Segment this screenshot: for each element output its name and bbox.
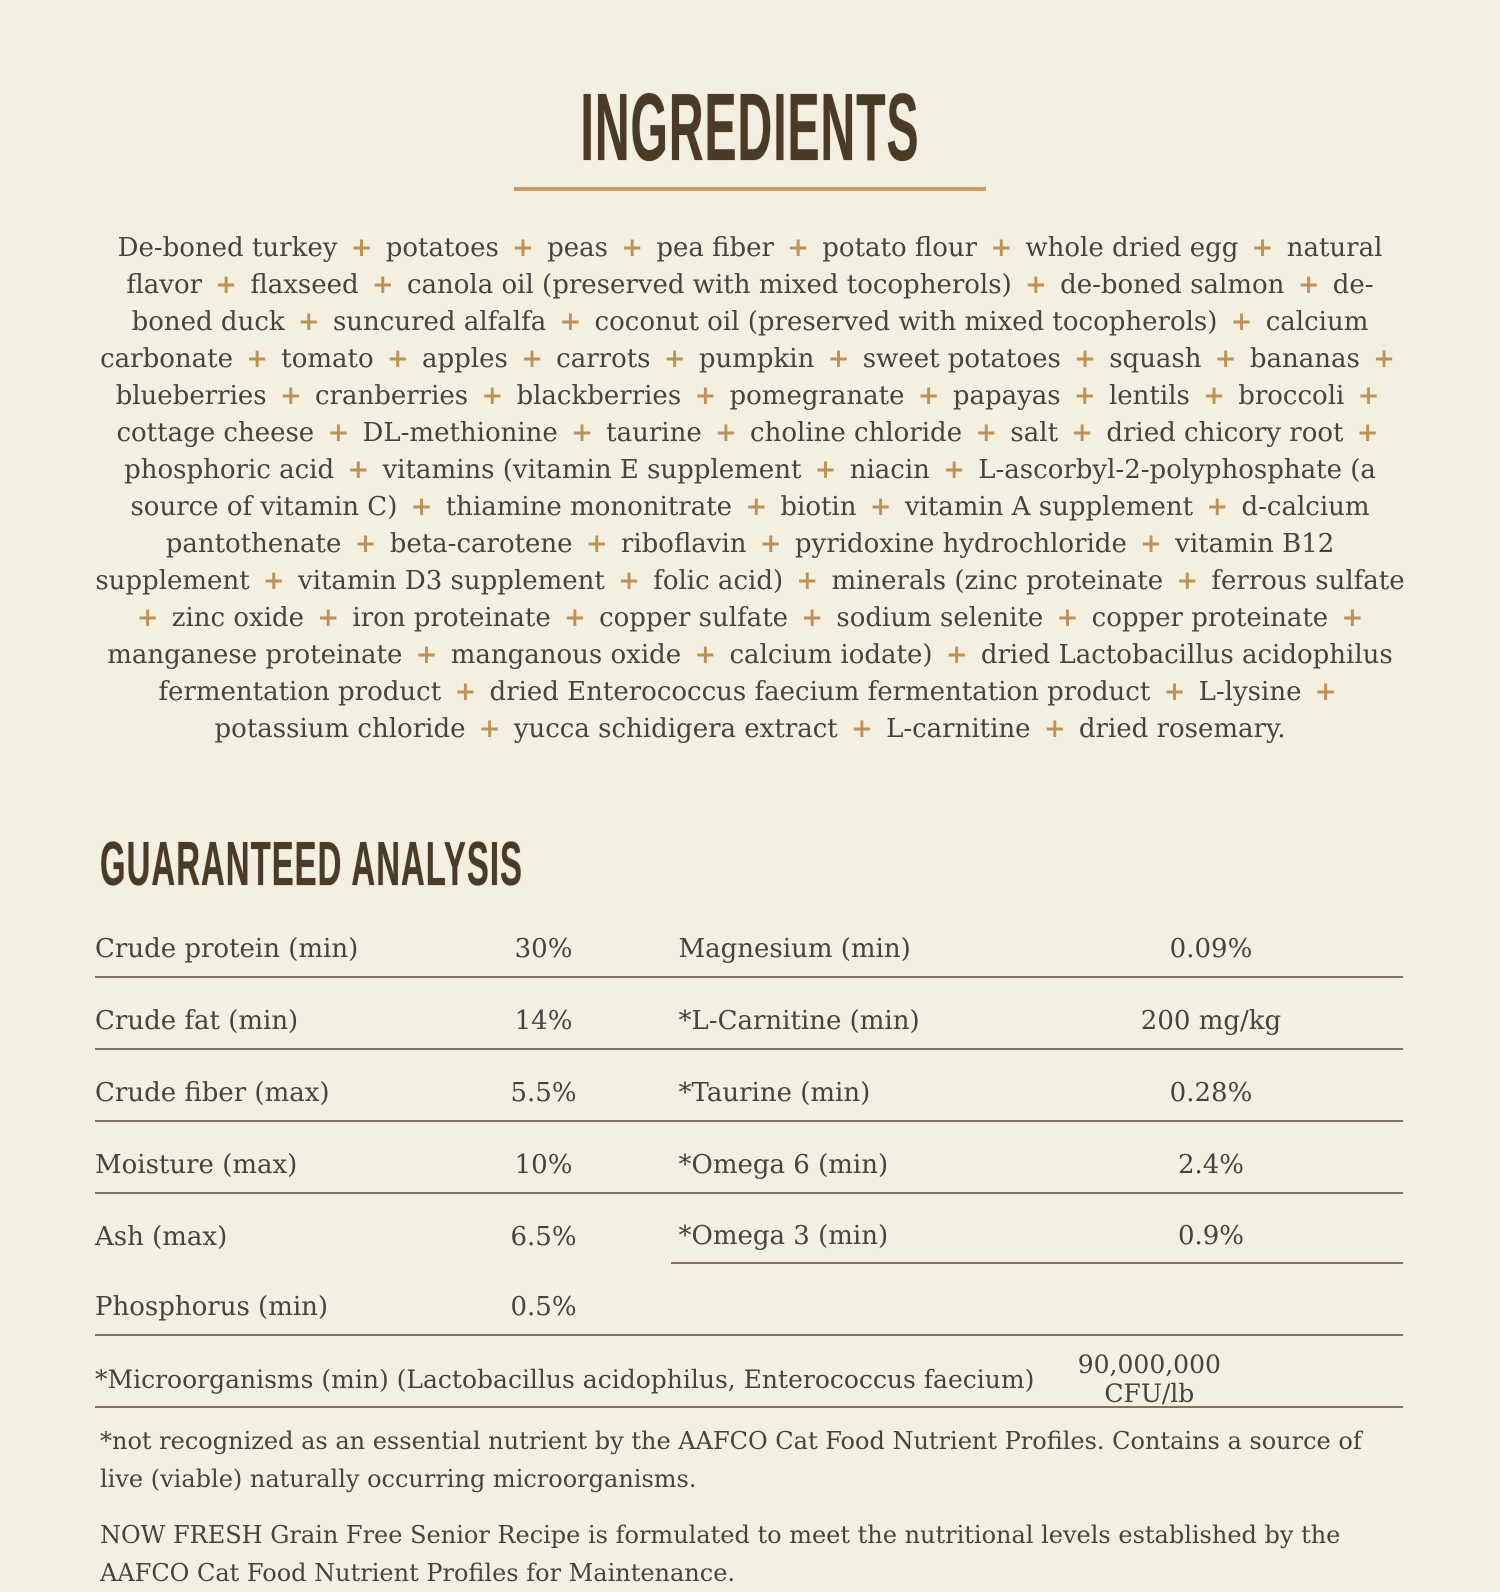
plus-separator: + [1314, 677, 1337, 707]
plus-separator: + [1297, 270, 1320, 300]
plus-separator: + [512, 233, 534, 263]
plus-separator: + [215, 270, 238, 300]
ingredient-item: De-boned turkey [117, 233, 338, 263]
analysis-value: 90,000,000 CFU/lb [1077, 1350, 1221, 1408]
analysis-label: *L-Carnitine (min) [678, 1006, 920, 1036]
guaranteed-analysis-header [100, 829, 1500, 899]
ingredients-paragraph [95, 230, 1405, 748]
ingredient-item: squash [1109, 344, 1202, 374]
plus-separator: + [1206, 492, 1229, 522]
plus-separator: + [663, 344, 686, 374]
analysis-label: *Omega 6 (min) [678, 1150, 889, 1180]
ingredient-item: cranberries [314, 381, 469, 411]
ingredient-item: zinc oxide [171, 603, 305, 633]
analysis-value: 0.28% [1169, 1078, 1253, 1108]
ingredient-item: dried Enterococcus faecium fermentation product [489, 677, 1151, 707]
analysis-cell [95, 1194, 671, 1264]
footnote-aafco-asterisk: *not recognized as an essential nutrient by the AAFCO Cat Food Nutrient Profiles. Contains a source of live (viable) naturally occurring microorganisms. [100, 1427, 1362, 1493]
ingredient-item: niacin [849, 455, 930, 485]
ingredient-item: folic acid) [653, 566, 784, 596]
analysis-cell [671, 1122, 1403, 1192]
plus-separator: + [990, 233, 1013, 263]
ingredient-item: broccoli [1238, 381, 1345, 411]
plus-separator: + [246, 344, 269, 374]
ingredient-item: cottage cheese [116, 418, 315, 448]
ingredient-item: copper sulfate [599, 603, 789, 633]
ingredient-item: potato flour [822, 233, 978, 263]
plus-separator: + [1073, 381, 1096, 411]
analysis-value: 30% [514, 934, 573, 964]
analysis-cell [95, 1264, 671, 1334]
plus-separator: + [279, 381, 302, 411]
ingredient-item: de-boned duck [131, 270, 1374, 337]
ingredient-item: beta-carotene [389, 529, 573, 559]
plus-separator: + [943, 455, 965, 485]
plus-separator: + [1074, 344, 1096, 374]
plus-separator: + [1043, 714, 1066, 744]
plus-separator: + [801, 603, 824, 633]
plus-separator: + [415, 640, 438, 670]
ingredient-item: apples [421, 344, 508, 374]
plus-separator: + [1373, 344, 1395, 374]
ingredient-item: phosphoric acid [124, 455, 335, 485]
ingredient-item: L-lysine [1198, 677, 1302, 707]
plus-separator: + [386, 344, 409, 374]
ingredient-item: iron proteinate [352, 603, 551, 633]
ingredient-item: dried Lactobacillus acidophilus fermentation product [158, 640, 1393, 707]
analysis-row-microorganisms [95, 1336, 1403, 1408]
analysis-row [95, 1264, 1403, 1336]
ingredient-item: blueberries [115, 381, 267, 411]
plus-separator: + [262, 566, 285, 596]
ingredient-item: biotin [780, 492, 857, 522]
plus-separator: + [317, 603, 340, 633]
ingredient-item: taurine [606, 418, 702, 448]
analysis-cell [671, 1194, 1403, 1264]
ingredient-item: blackberries [516, 381, 682, 411]
plus-separator: + [481, 381, 504, 411]
analysis-label: Ash (max) [95, 1222, 228, 1252]
plus-separator: + [571, 418, 593, 448]
plus-separator: + [827, 344, 850, 374]
ingredient-item: riboflavin [620, 529, 747, 559]
ingredient-item: suncured alfalfa [332, 307, 547, 337]
plus-separator: + [136, 603, 159, 633]
ingredient-item: pyridoxine hydrochloride [794, 529, 1127, 559]
ingredient-item: potassium chloride [214, 714, 466, 744]
plus-separator: + [945, 640, 968, 670]
plus-separator: + [297, 307, 320, 337]
analysis-value: 0.09% [1169, 934, 1253, 964]
ingredient-item: L-carnitine [886, 714, 1031, 744]
ingredient-item: whole dried egg [1025, 233, 1239, 263]
guaranteed-analysis-title: GUARANTEED ANALYSIS [100, 829, 524, 899]
analysis-cell [95, 906, 671, 976]
analysis-cell-empty [671, 1264, 1403, 1334]
footnote-aafco-statement: NOW FRESH Grain Free Senior Recipe is formulated to meet the nutritional levels established by the AAFCO Cat Food Nutrient Profiles for Maintenance. [100, 1521, 1341, 1587]
analysis-value: 6.5% [510, 1222, 577, 1252]
ingredient-item: natural flavor [126, 233, 1383, 300]
plus-separator: + [1341, 603, 1364, 633]
plus-separator: + [975, 418, 998, 448]
plus-separator: + [1025, 270, 1047, 300]
ingredient-item: dried chicory root [1106, 418, 1344, 448]
analysis-value: 14% [514, 1006, 573, 1036]
ingredient-item: peas [547, 233, 609, 263]
analysis-label: *Omega 3 (min) [678, 1221, 889, 1251]
plus-separator: + [618, 566, 640, 596]
footnotes-section [100, 1422, 1400, 1592]
ingredient-item: thiamine mononitrate [445, 492, 733, 522]
plus-separator: + [1357, 381, 1380, 411]
ingredient-item: vitamin A supplement [904, 492, 1194, 522]
analysis-cell [671, 906, 1403, 976]
ingredient-item: L-ascorbyl-2-polyphosphate (a source of vitamin C) [130, 455, 1376, 522]
guaranteed-analysis-table [95, 906, 1403, 1408]
ingredient-item: pea fiber [656, 233, 774, 263]
ingredient-item: potatoes [385, 233, 499, 263]
ingredient-item: copper proteinate [1091, 603, 1329, 633]
analysis-cell [671, 978, 1403, 1048]
ingredient-item: tomato [281, 344, 374, 374]
analysis-label: Crude fiber (max) [95, 1078, 330, 1108]
analysis-value: 0.5% [510, 1292, 577, 1322]
ingredient-item: choline chloride [750, 418, 963, 448]
plus-separator: + [478, 714, 501, 744]
ingredient-item: salt [1010, 418, 1059, 448]
plus-separator: + [787, 233, 810, 263]
analysis-value: 200 mg/kg [1140, 1006, 1282, 1036]
plus-separator: + [371, 270, 394, 300]
analysis-row [95, 1122, 1403, 1194]
ingredient-item: calcium carbonate [100, 307, 1369, 374]
plus-separator: + [917, 381, 940, 411]
plus-separator: + [521, 344, 543, 374]
analysis-cell [95, 1050, 671, 1120]
ingredient-item: pomegranate [729, 381, 905, 411]
plus-separator: + [851, 714, 873, 744]
analysis-row [95, 1194, 1403, 1264]
plus-separator: + [621, 233, 644, 263]
plus-separator: + [1356, 418, 1379, 448]
analysis-label: *Microorganisms (min) (Lactobacillus acidophilus, Enterococcus faecium) [95, 1364, 1035, 1394]
analysis-row [95, 1050, 1403, 1122]
plus-separator: + [796, 566, 819, 596]
ingredients-section-header [0, 0, 1500, 191]
ingredient-item: sweet potatoes [862, 344, 1061, 374]
plus-separator: + [1163, 677, 1186, 707]
ingredient-item: manganous oxide [450, 640, 682, 670]
ingredient-item: vitamin D3 supplement [297, 566, 605, 596]
plus-separator: + [350, 233, 373, 263]
analysis-value: 5.5% [510, 1078, 577, 1108]
analysis-cell [671, 1050, 1403, 1120]
plus-separator: + [585, 529, 608, 559]
ingredients-title-box [0, 74, 1500, 181]
plus-separator: + [1176, 566, 1199, 596]
ingredient-item: calcium iodate) [729, 640, 933, 670]
analysis-label: Crude fat (min) [95, 1006, 299, 1036]
plus-separator: + [759, 529, 782, 559]
ingredient-item: canola oil (preserved with mixed tocopherols) [406, 270, 1012, 300]
plus-separator: + [1230, 307, 1253, 337]
plus-separator: + [354, 529, 377, 559]
analysis-cell [95, 978, 671, 1048]
analysis-row [95, 978, 1403, 1050]
plus-separator: + [1214, 344, 1237, 374]
plus-separator: + [1251, 233, 1274, 263]
plus-separator: + [454, 677, 477, 707]
plus-separator: + [327, 418, 350, 448]
ingredients-title: INGREDIENTS [580, 74, 920, 181]
ingredient-item: yucca schidigera extract [513, 714, 838, 744]
analysis-cell [95, 1122, 671, 1192]
plus-separator: + [745, 492, 768, 522]
ingredient-item: d-calcium pantothenate [165, 492, 1370, 559]
analysis-value: 0.9% [1177, 1221, 1245, 1251]
plus-separator: + [410, 492, 433, 522]
plus-separator: + [814, 455, 837, 485]
ingredient-item: dried rosemary. [1078, 714, 1286, 744]
ingredient-item: flaxseed [250, 270, 359, 300]
plus-separator: + [347, 455, 370, 485]
analysis-value: 2.4% [1177, 1150, 1245, 1180]
ingredient-item: sodium selenite [836, 603, 1044, 633]
plus-separator: + [1056, 603, 1079, 633]
plus-separator: + [564, 603, 586, 633]
ingredient-item: lentils [1108, 381, 1190, 411]
plus-separator: + [1071, 418, 1094, 448]
analysis-label: Crude protein (min) [95, 934, 359, 964]
ingredient-item: coconut oil (preserved with mixed tocopherols) [594, 307, 1218, 337]
plus-separator: + [869, 492, 892, 522]
ingredient-item: papayas [952, 381, 1061, 411]
analysis-label: Phosphorus (min) [95, 1292, 329, 1322]
ingredient-item: minerals (zinc proteinate [831, 566, 1164, 596]
analysis-label: *Taurine (min) [678, 1078, 871, 1108]
ingredient-item: de-boned salmon [1060, 270, 1285, 300]
ingredient-item: vitamin B12 supplement [95, 529, 1335, 596]
ingredient-item: vitamins (vitamin E supplement [382, 455, 802, 485]
analysis-label: Magnesium (min) [678, 934, 911, 964]
plus-separator: + [1203, 381, 1225, 411]
analysis-value: 10% [514, 1150, 573, 1180]
analysis-label: Moisture (max) [95, 1150, 298, 1180]
ingredient-item: carrots [556, 344, 651, 374]
plus-separator: + [694, 640, 717, 670]
ingredient-item: manganese proteinate [107, 640, 403, 670]
ingredient-item: bananas [1249, 344, 1360, 374]
ingredient-item: DL-methionine [362, 418, 558, 448]
ingredient-item: ferrous sulfate [1211, 566, 1405, 596]
plus-separator: + [714, 418, 737, 448]
plus-separator: + [559, 307, 582, 337]
title-underline [514, 187, 986, 191]
plus-separator: + [694, 381, 717, 411]
plus-separator: + [1140, 529, 1162, 559]
analysis-row [95, 906, 1403, 978]
ingredient-item: pumpkin [698, 344, 815, 374]
